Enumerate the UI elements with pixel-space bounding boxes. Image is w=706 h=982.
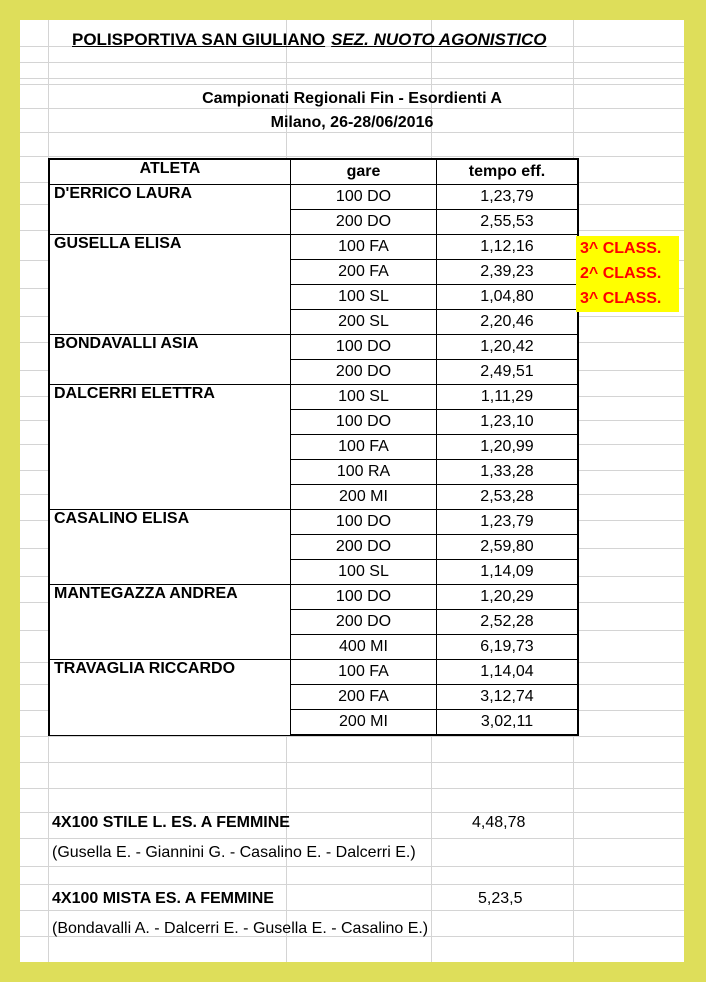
table-row [49,335,578,360]
time-cell: 2,55,53 [437,210,579,235]
event-cell: 100 FA [291,435,437,460]
time-cell: 1,20,99 [437,435,579,460]
results-table [48,158,579,736]
rank-badge: 2^ CLASS. [576,261,679,287]
event-cell: 200 DO [291,210,437,235]
time-cell: 1,14,09 [437,560,579,585]
event-cell: 200 FA [291,260,437,285]
event-cell: 200 MI [291,485,437,510]
event-cell: 200 DO [291,610,437,635]
time-cell: 1,23,79 [437,185,579,210]
relay-2-name: 4X100 MISTA ES. A FEMMINE [52,890,274,907]
time-cell: 1,20,29 [437,585,579,610]
page-title [72,30,546,50]
time-cell: 2,20,46 [437,310,579,335]
athlete-name: MANTEGAZZA ANDREA [49,585,291,660]
event-cell: 200 DO [291,360,437,385]
time-cell: 3,12,74 [437,685,579,710]
time-cell: 3,02,11 [437,710,579,736]
table-row [49,660,578,685]
event-cell: 100 DO [291,335,437,360]
rank-badge: 3^ CLASS. [576,236,679,262]
time-cell: 1,33,28 [437,460,579,485]
spreadsheet-page [20,20,684,962]
event-cell: 200 SL [291,310,437,335]
athlete-name: D'ERRICO LAURA [49,185,291,235]
event-cell: 100 DO [291,185,437,210]
time-cell: 2,53,28 [437,485,579,510]
relay-2-time: 5,23,5 [478,890,523,907]
event-cell: 100 DO [291,410,437,435]
event-cell: 100 DO [291,510,437,535]
header-athlete: ATLETA [49,159,291,185]
relay-2-team: (Bondavalli A. - Dalcerri E. - Gusella E. - Casalino E.) [52,920,429,937]
time-cell: 1,14,04 [437,660,579,685]
time-cell: 1,12,16 [437,235,579,260]
time-cell: 2,52,28 [437,610,579,635]
time-cell: 6,19,73 [437,635,579,660]
event-cell: 100 DO [291,585,437,610]
event-title: Campionati Regionali Fin - Esordienti A [202,90,502,107]
athlete-name: GUSELLA ELISA [49,235,291,335]
event-cell: 100 FA [291,660,437,685]
time-cell: 1,04,80 [437,285,579,310]
header-events: gare [291,159,437,185]
event-place-date: Milano, 26-28/06/2016 [270,114,434,131]
time-cell: 1,23,10 [437,410,579,435]
relay-1-name: 4X100 STILE L. ES. A FEMMINE [52,814,290,831]
event-cell: 100 RA [291,460,437,485]
time-cell: 2,39,23 [437,260,579,285]
rank-badge: 3^ CLASS. [576,286,679,312]
event-cell: 200 FA [291,685,437,710]
event-cell: 100 SL [291,385,437,410]
relay-1-team: (Gusella E. - Giannini G. - Casalino E. - Dalcerri E.) [52,844,416,861]
time-cell: 1,11,29 [437,385,579,410]
event-cell: 200 MI [291,710,437,736]
athlete-name: TRAVAGLIA RICCARDO [49,660,291,736]
section-name: SEZ. NUOTO AGONISTICO [331,30,547,49]
athlete-name: CASALINO ELISA [49,510,291,585]
athlete-name: BONDAVALLI ASIA [49,335,291,385]
event-cell: 100 SL [291,560,437,585]
event-cell: 200 DO [291,535,437,560]
header-time: tempo eff. [437,159,579,185]
time-cell: 2,49,51 [437,360,579,385]
table-row [49,235,578,260]
table-row [49,585,578,610]
time-cell: 1,23,79 [437,510,579,535]
time-cell: 1,20,42 [437,335,579,360]
event-cell: 100 FA [291,235,437,260]
club-name: POLISPORTIVA SAN GIULIANO [72,30,326,49]
table-row [49,385,578,410]
event-cell: 100 SL [291,285,437,310]
time-cell: 2,59,80 [437,535,579,560]
table-row [49,185,578,210]
athlete-name: DALCERRI ELETTRA [49,385,291,510]
table-row [49,510,578,535]
relay-1-time: 4,48,78 [472,814,526,831]
event-cell: 400 MI [291,635,437,660]
